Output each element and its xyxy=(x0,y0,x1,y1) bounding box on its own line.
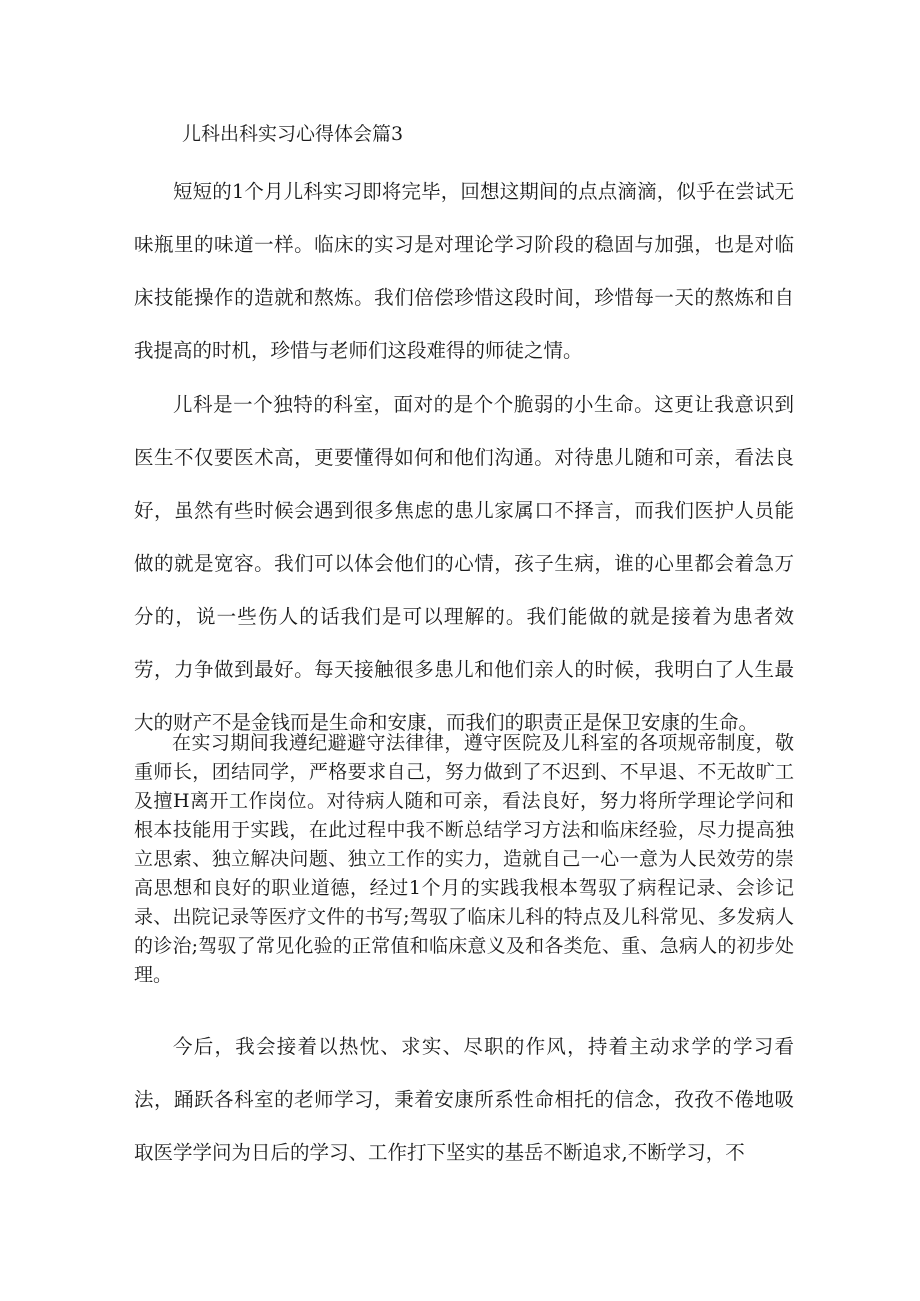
paragraph-pediatrics-communication: 儿科是一个独特的科室，面对的是个个脆弱的小生命。这更让我意识到医生不仅要医术高，更要懂得如何和他们沟通。对待患儿随和可亲，看法良好，虽然有些时候会遇到很多焦虑的患儿家属口不择言，而我们医护人员能做的就是宽容。我们可以体会他们的心情，孩子生病，谁的心里都会着急万分的，说一些伤人的话我们是可以理解的。我们能做的就是接着为患者效劳，力争做到最好。每天接触很多患儿和他们亲人的时候，我明白了人生最大的财产不是金钱而是生命和安康，而我们的职责正是保卫安康的生命。 xyxy=(134,393,794,734)
paragraph-future-plans: 今后，我会接着以热忱、求实、尽职的作风，持着主动求学的学习看法，踊跃各科室的老师学习，秉着安康所系性命相托的信念，孜孜不倦地吸取医学学问为日后的学习、工作打下坚实的基岳不断追求,不断学习，不 xyxy=(134,1035,794,1164)
paragraph-internship-summary: 短短的1个月儿科实习即将完毕，回想这期间的点点滴滴，似乎在尝试无味瓶里的味道一样。临床的实习是对理论学习阶段的稳固与加强，也是对临床技能操作的造就和熬炼。我们倍偿珍惜这段时间，珍惜每一天的熬炼和自我提高的时机，珍惜与老师们这段难得的师徒之情。 xyxy=(134,180,794,362)
document-title: 儿科出科实习心得体会篇3 xyxy=(182,123,404,145)
paragraph-internship-conduct: 在实习期间我遵纪避避守法律律，遵守医院及儿科室的各项规帝制度，敬重师长，团结同学，严格要求自己，努力做到了不迟到、不早退、不无故旷工及擅H离开工作岗位。对待病人随和可亲，看法良好，努力将所学理论学问和根本技能用于实践，在此过程中我不断总结学习方法和临床经验，尽力提高独立思索、独立解决问题、独立工作的实力，造就自己一心一意为人民效劳的崇高思想和良好的职业道德，经过1个月的实践我根本驾驭了病程记录、会诊记录、出院记录等医疗文件的书写;驾驭了临床儿科的特点及儿科常见、多发病人的诊治;驾驭了常见化验的正常值和临床意义及和各类危、重、急病人的初步处理。 xyxy=(134,732,794,986)
